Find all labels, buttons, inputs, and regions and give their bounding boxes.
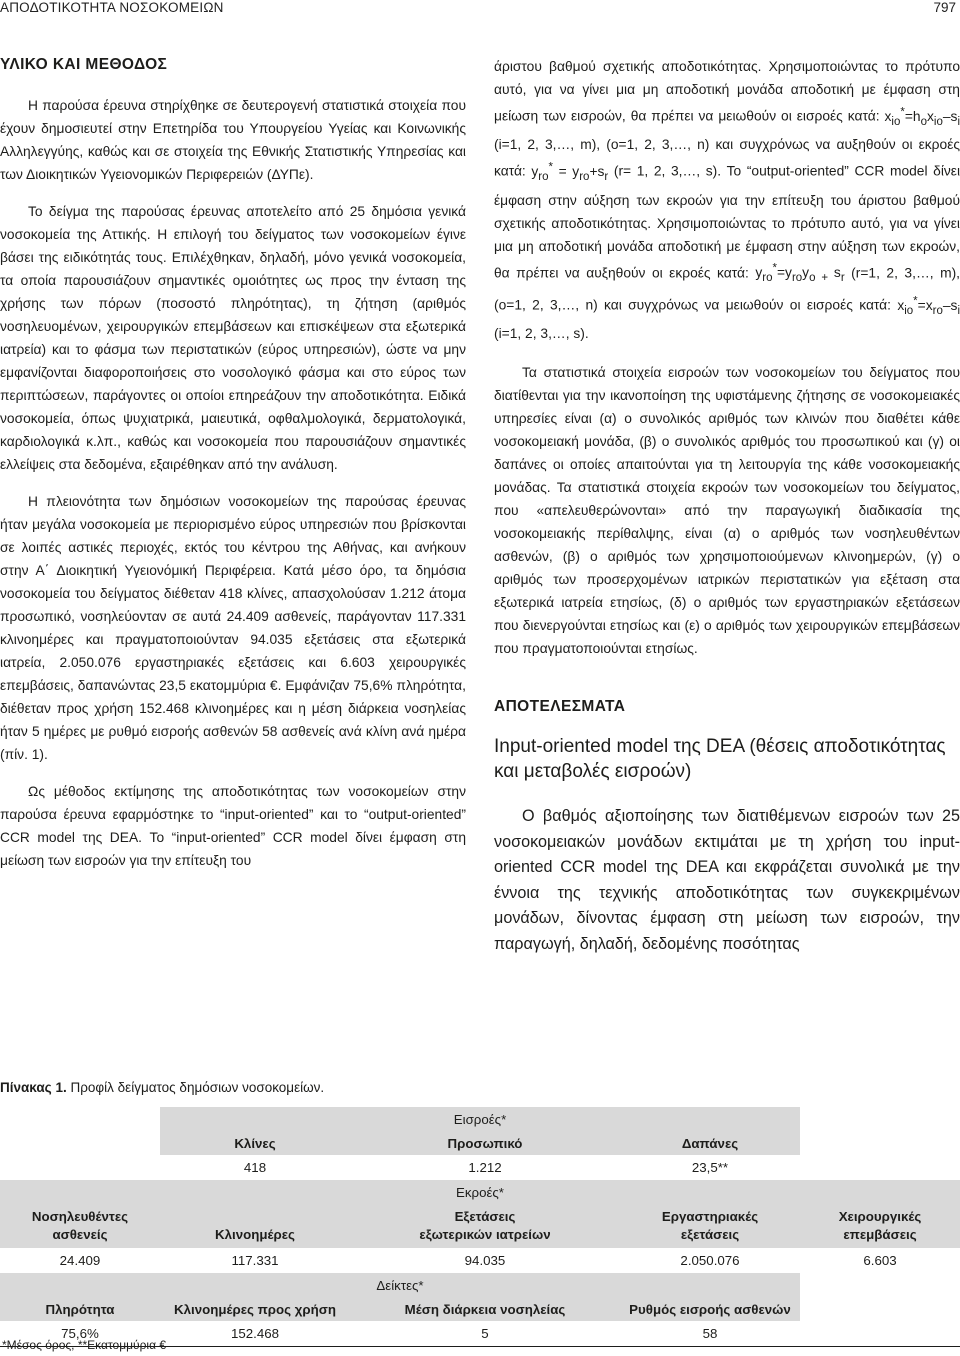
table-header-row: [0, 1204, 960, 1248]
table-cell: 24.409: [59, 1253, 101, 1268]
table-cell: 94.035: [464, 1253, 506, 1268]
table-cell: 6.603: [863, 1253, 897, 1268]
table-cell: 117.331: [231, 1253, 279, 1268]
column-header: Νοσηλευθέντες ασθενείς: [0, 1204, 160, 1248]
table-header-row: [0, 1297, 960, 1321]
section-title-methods: ΥΛΙΚΟ ΚΑΙ ΜΕΘΟΔΟΣ: [0, 56, 168, 73]
column-header: Εξετάσεις εξωτερικών ιατρείων: [350, 1204, 620, 1248]
formula: $y_{ro}^* = y_{ro}+s_r$: [531, 161, 609, 183]
column-header: Χειρουργικές επεμβάσεις: [800, 1204, 960, 1248]
table-caption: Πίνακας 1. Προφίλ δείγματος δημόσιων νοσοκομείων.: [0, 1080, 325, 1095]
table-group-row: [0, 1107, 960, 1131]
paragraph: Τα στατιστικά στοιχεία εισροών των νοσοκομείων του δείγματος που διατίθενται για την ικανοποίηση της υφιστάμενης ζήτησης σε νοσοκομειακές υπηρεσίες είναι (α) ο συνολικός αριθμός των κλινών που διαθέτει κάθε νοσοκομειακή μονάδα, (β) ο συνολικός αριθμός του προσωπικού και (γ) οι δαπάνες οι οποίες απαιτούνται για τη λειτουργία της κάθε νοσοκομειακής μονάδας. Τα στατιστικά στοιχεία εκροών των νοσοκομείων του δείγματος, που «απελευθερώνονται» από την παραγωγική διαδικασία της νοσοκομειακής περίθαλψης, είναι (α) ο αριθμός των νοσηλευθέντων ασθενών, (β) ο αριθμός των χρησιμοποιούμενων κλινοημερών, (γ) ο αριθμός των προσερχομένων ιατρικών περιστατικών για εξέταση στα εξωτερικά ιατρεία ετησίως, (δ) ο αριθμός των εργαστηριακών εξετάσεων που διενεργούνται ετησίως και (ε) ο αριθμός των χειρουργικών επεμβάσεων που πραγματοποιούνται ετησίως.: [494, 365, 960, 657]
table-group-row: [0, 1180, 960, 1204]
paragraph: Ο βαθμός αξιοποίησης των διατιθέμενων εισροών των 25 νοσοκομειακών μονάδων εκτιμάται με τη χρήση του input-oriented CCR model της DEA και εκφράζεται συνολικά με την έννοια της τεχνικής αποδοτικότητας των συγκεκριμένων μονάδων, δίνοντας έμφαση στη μείωση των εισροών, την παραγωγή, δηλαδή, δεδομένης ποσότητας: [494, 807, 960, 953]
table-header-row: [0, 1131, 960, 1155]
table-cell: 1.212: [468, 1160, 502, 1175]
table-row: [0, 1248, 960, 1273]
running-head: ΑΠΟΔΟΤΙΚΟΤΗΤΑ ΝΟΣΟΚΟΜΕΙΩΝ: [0, 0, 224, 15]
column-header: Μέση διάρκεια νοσηλείας: [350, 1297, 620, 1321]
column-header: Πληρότητα: [0, 1297, 160, 1321]
formula: $x_{io}^*=h_ox_{io}-s_i$: [884, 106, 960, 128]
page-number: 797: [933, 0, 956, 15]
table-row: [0, 1155, 960, 1180]
table-footnote: *Μέσος όρος, **Εκατομμύρια €: [2, 1338, 167, 1352]
column-header: Δαπάνες: [620, 1131, 800, 1155]
paragraph: Το δείγμα της παρούσας έρευνας αποτελείτο από 25 δημόσια γενικά νοσοκομεία της Αττικής. Η επιλογή του δείγματος των νοσοκομείων έγινε βάσει της ειδικότητάς τους. Επιλέχθηκαν, δηλαδή, μόνο γενικά νοσοκομεία, τα οποία παρουσιάζουν σημαντικές ομοιότητες ως προς την ένταση της χρήσης των πόρων (ποσοστό πληρότητας), τη ζήτηση (αριθμός νοσηλευομένων, χειρουργικών επεμβάσεων και επισκέψεων στα εξωτερικά ιατρεία) και το φάσμα των περιστατικών (εύρος υπηρεσιών), ώστε να μην εμφανίζονται διαφοροποιήσεις στο νοσολογικό φάσμα και στο εύρος των περιπτώσεων, παράγοντες οι οποίοι επηρεάζουν την αποδοτικότητα. Ειδικά νοσοκομεία, όπως ψυχιατρικά, μαιευτικά, οφθαλμολογικά, δερματολογικά, καρδιολογικά κ.λπ., καθώς και νοσοκομεία που παρουσιάζουν σημαντικές ελλείψεις στα δεδομένα, εξαιρέθηκαν από την ανάλυση.: [0, 204, 466, 472]
left-column: [0, 52, 466, 886]
paragraph: Ως μέθοδος εκτίμησης της αποδοτικότητας των νοσοκομείων στην παρούσα έρευνα εφαρμόστηκε το “input-oriented” και το “output-oriented” CCR model της DEA. Το “input-oriented” CCR model δίνει έμφαση στη μείωση των εισροών για την επίτευξη του: [0, 784, 466, 868]
table-cell: 58: [620, 1321, 800, 1346]
column-header: Εργαστηριακές εξετάσεις: [620, 1204, 800, 1248]
group-label-inputs: Εισροές*: [160, 1107, 800, 1131]
table-cell: 2.050.076: [680, 1253, 740, 1268]
subheading: Input-oriented model της DEA (θέσεις αποδοτικότητας και μεταβολές εισροών): [494, 736, 946, 783]
right-column: [494, 55, 960, 957]
column-header: Κλίνες: [160, 1131, 350, 1155]
table-cell: 418: [243, 1160, 267, 1175]
column-header: Κλινοημέρες: [160, 1204, 350, 1248]
formula: $x_{io}^*=x_{ro}-s_i$: [897, 295, 960, 317]
table-cell: 23,5**: [691, 1160, 729, 1175]
table-cell: 75,6%: [0, 1321, 160, 1346]
table-group-row: [0, 1273, 960, 1297]
paragraph-formulas: άριστου βαθμού σχετικής αποδοτικότητας. Χρησιμοποιώντας το πρότυπο αυτό, για να γίνει μια μη αποδοτική μονάδα αποδοτική με έμφαση στη μείωση των εισροών, θα πρέπει να μειωθούν οι εισροές κατά: $x_{io}^*=h_ox_{io}-s_i$ (i=1, 2, 3,…, m), (o=1, 2, 3,…, n) και συγχρόνως να αυξηθούν οι εκροές κατά: $y_{ro}^* = y_{ro}+s_r$ (r= 1, 2, 3,…, s). Το “output-oriented” CCR model δίνει έμφαση στην αύξηση των εκροών για την επίτευξη του άριστου βαθμού σχετικής αποδοτικότητας. Χρησιμοποιώντας το πρότυπο αυτό, για να γίνει μια μη αποδοτική μονάδα αποδοτική με έμφαση στην αύξηση των εκροών, θα πρέπει να αυξηθούν οι εκροές κατά: $y_{ro}^*=y_{ro}y_{o +}$ $s_r$ (r=1, 2, 3,…, m), (o=1, 2, 3,…, n) και συγχρόνως να μειωθούν οι εισροές κατά: $x_{io}^*=x_{ro}-s_i$ (i=1, 2, 3,…, s).: [494, 59, 960, 342]
group-label-indicators: Δείκτες*: [0, 1273, 800, 1297]
column-header: Προσωπικό: [350, 1131, 620, 1155]
paragraph: Η παρούσα έρευνα στηρίχθηκε σε δευτερογενή στατιστικά στοιχεία που έχουν δημοσιευτεί στην Επετηρίδα του Υπουργείου Υγείας και Κοινωνικής Αλληλεγγύης, καθώς και σε στοιχεία της Εθνικής Στατιστικής Υπηρεσίας και των Διοικητικών Υγειονομικών Περιφερειών (ΔΥΠε).: [0, 98, 466, 182]
column-header: Κλινοημέρες προς χρήση: [160, 1297, 350, 1321]
profile-table: [0, 1107, 960, 1347]
table-cell: 152.468: [160, 1321, 350, 1346]
paragraph: Η πλειονότητα των δημόσιων νοσοκομείων της παρούσας έρευνας ήταν μεγάλα νοσοκομεία με περιορισμένο εύρος υπηρεσιών που βρίσκονται σε λοιπές αστικές περιοχές, εκτός του κέντρου της Αθήνας, και ανήκουν στην Α΄ Διοικητική Υγειονόμική Περιφέρεια. Κατά μέσο όρο, τα δημόσια νοσοκομεία του δείγματος διέθεταν 418 κλίνες, απασχολούσαν 1.212 άτομα προσωπικό, νοσηλεύονταν σε αυτά 24.409 ασθενείς, παράγονταν 117.331 κλινοημέρες και πραγματοποιούνταν 94.035 εξετάσεις στα εξωτερικά ιατρεία, 2.050.076 εργαστηριακές εξετάσεις και 6.603 χειρουργικές επεμβάσεις, δαπανώντας 23,5 εκατομμύρια €. Εμφάνιζαν 75,6% πληρότητα, διέθεταν προς χρήση 152.468 κλινοημέρες και η μέση διάρκεια νοσηλείας ήταν 5 ημέρες με ρυθμό εισροής ασθενών 58 ασθενείς ανά κλίνη ανά ημέρα (πίν. 1).: [0, 494, 466, 762]
table-cell: 5: [350, 1321, 620, 1346]
group-label-outputs: Εκροές*: [0, 1180, 960, 1204]
formula: $y_{ro}^*=y_{ro}y_{o +}$ $s_r$: [755, 262, 845, 285]
column-header: Ρυθμός εισροής ασθενών: [620, 1297, 800, 1321]
section-title-results: ΑΠΟΤΕΛΕΣΜΑΤΑ: [494, 698, 626, 716]
